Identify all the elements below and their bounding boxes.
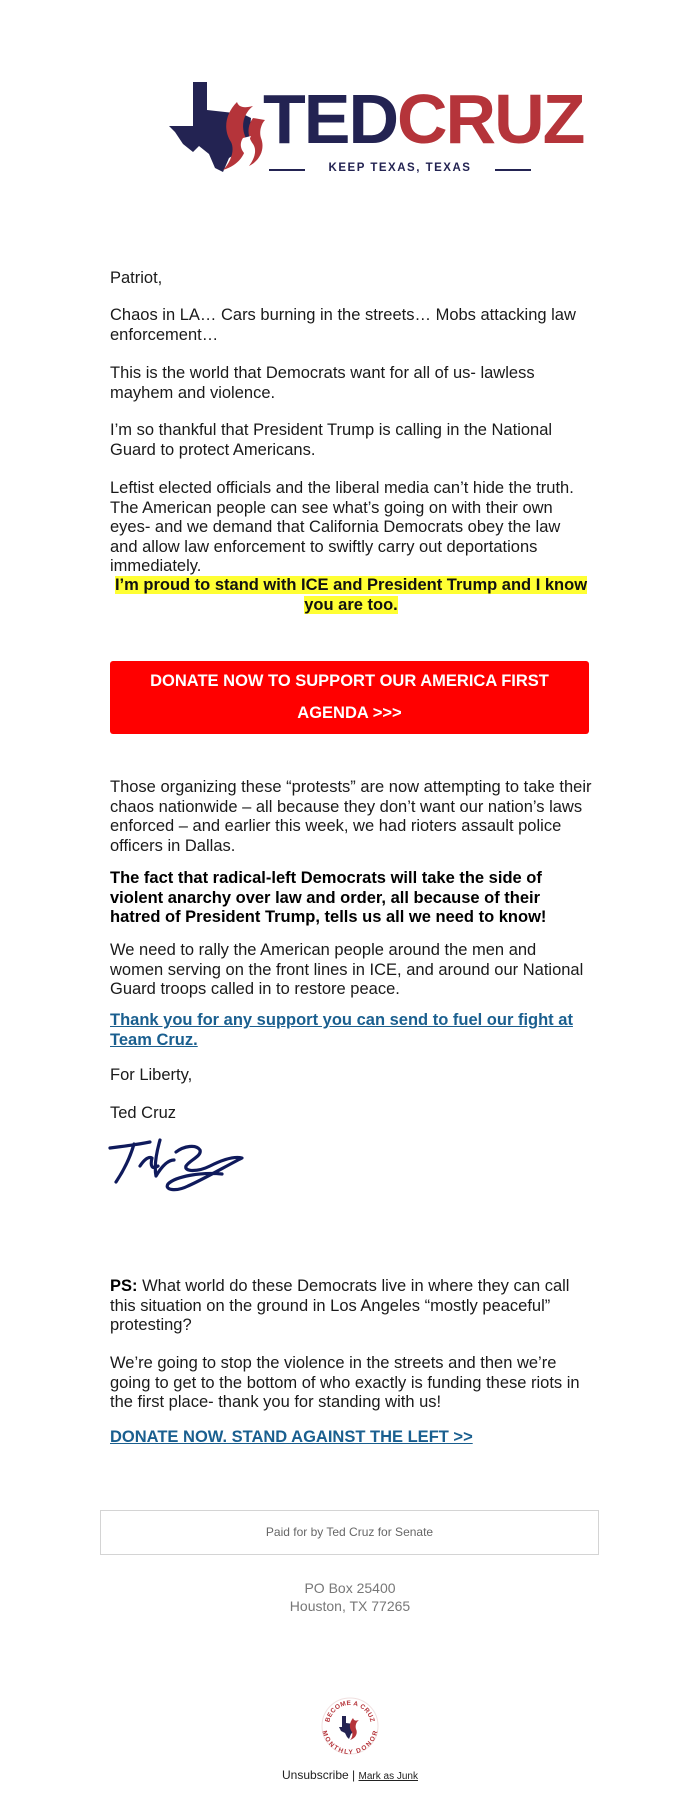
texas-flame-emblem-icon bbox=[165, 78, 275, 182]
donate-link-wrap bbox=[110, 1428, 592, 1448]
paragraph-radical-left: The fact that radical-left Democrats will take the side of violent anarchy over law and order, all because of their hatred of President Trump, tells us all we need to know! bbox=[110, 869, 547, 926]
paragraph-truth: Leftist elected officials and the liberal media can’t hide the truth. The American people can see what’s going on with their own eyes- and we demand that California Democrats obey the law and allow law enforcement to swiftly carry out deportations immediately. bbox=[110, 479, 574, 575]
badge-bottom-text: MONTHLY DONOR bbox=[320, 1729, 380, 1756]
paragraph-chaos: Chaos in LA… Cars burning in the streets… Mobs attacking law enforcement… bbox=[110, 306, 576, 344]
paid-for-box bbox=[100, 1510, 599, 1555]
badge-top-text: BECOME A CRUZ bbox=[324, 1699, 376, 1724]
donate-now-link[interactable]: DONATE NOW. STAND AGAINST THE LEFT >> bbox=[110, 1428, 473, 1446]
paragraph-national-guard: I’m so thankful that President Trump is calling in the National Guard to protect Americans. bbox=[110, 421, 553, 459]
logo-tagline-row bbox=[269, 162, 531, 176]
unsubscribe-link[interactable]: Unsubscribe bbox=[282, 1768, 349, 1782]
unsubscribe-row bbox=[0, 1768, 700, 1782]
donate-button-line-1: DONATE NOW TO SUPPORT OUR AMERICA FIRST bbox=[150, 672, 549, 690]
logo-name-ted: TED bbox=[263, 80, 397, 158]
support-link[interactable]: Thank you for any support you can send to fuel our fight at Team Cruz. bbox=[110, 1011, 573, 1049]
ps-text: What world do these Democrats live in where they can call this situation on the ground in Los Angeles “mostly peaceful” protesting? bbox=[110, 1277, 570, 1334]
signoff: For Liberty, bbox=[110, 1066, 193, 1084]
highlighted-statement bbox=[110, 575, 592, 615]
tagline-rule-left bbox=[269, 169, 305, 171]
logo-name-cruz: CRUZ bbox=[397, 80, 584, 158]
unsubscribe-separator: | bbox=[352, 1768, 356, 1782]
support-link-wrap bbox=[110, 1011, 592, 1050]
logo-wordmark bbox=[263, 82, 583, 156]
signature-name: Ted Cruz bbox=[110, 1104, 177, 1122]
signature-image bbox=[106, 1136, 252, 1194]
paid-for-text: Paid for by Ted Cruz for Senate bbox=[265, 1525, 434, 1539]
ps-paragraph bbox=[110, 1277, 592, 1336]
monthly-donor-badge[interactable] bbox=[320, 1696, 380, 1756]
tagline-rule-right bbox=[495, 169, 531, 171]
paragraph-rally: We need to rally the American people around the men and women serving on the front lines in ICE, and around our National Guard troops called in to restore peace. bbox=[110, 941, 584, 998]
paragraph-protests: Those organizing these “protests” are now attempting to take their chaos nationwide – all because they don’t want our nation’s laws enforced – and earlier this week, we had rioters assault police officers in Dallas. bbox=[110, 778, 592, 855]
paragraph-stop-violence: We’re going to stop the violence in the streets and then we’re going to get to the bottom of who exactly is funding these riots in the first place- thank you for standing with us! bbox=[110, 1354, 580, 1411]
header-logo bbox=[165, 78, 584, 182]
greeting: Patriot, bbox=[110, 269, 163, 287]
paragraph-democrats: This is the world that Democrats want for all of us- lawless mayhem and violence. bbox=[110, 364, 535, 402]
donate-button[interactable] bbox=[110, 661, 589, 734]
ps-label: PS: bbox=[110, 1277, 138, 1295]
address-line-1: PO Box 25400 bbox=[304, 1580, 396, 1596]
highlight-line-2: you are too. bbox=[304, 596, 398, 614]
logo-tagline: KEEP TEXAS, TEXAS bbox=[328, 162, 472, 174]
donate-button-line-2: AGENDA >>> bbox=[297, 704, 402, 722]
monthly-donor-badge-icon bbox=[320, 1696, 380, 1756]
address-line-2: Houston, TX 77265 bbox=[289, 1598, 411, 1614]
highlight-line-1: I’m proud to stand with ICE and President Trump and I know bbox=[114, 576, 588, 594]
mark-as-junk-link[interactable]: Mark as Junk bbox=[358, 1771, 418, 1782]
